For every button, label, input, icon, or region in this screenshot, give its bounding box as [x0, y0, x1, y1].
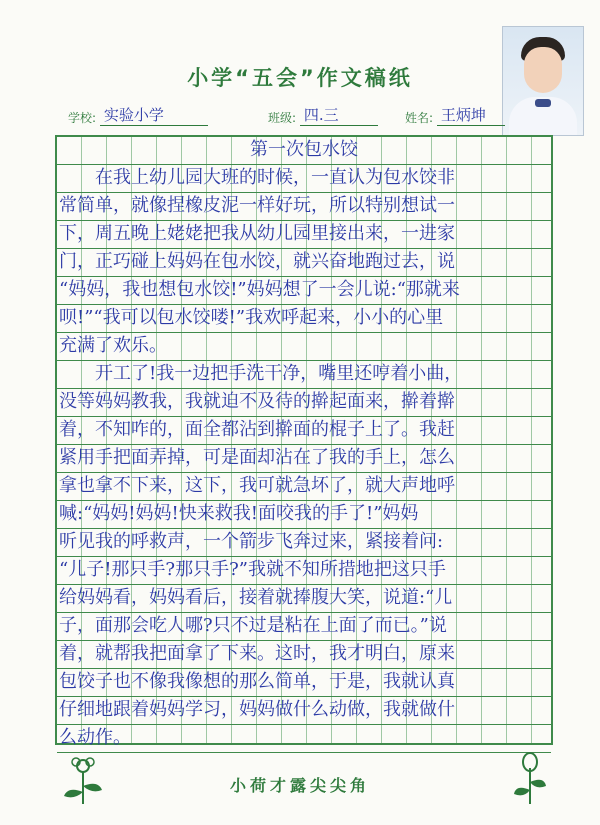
essay-line: 仔细地跟着妈妈学习，妈妈做什么动做，我就做什 [57, 697, 551, 725]
class-value: 四.三 [300, 104, 378, 126]
essay-line: 常简单，就像捏橡皮泥一样好玩，所以特别想试一 [57, 193, 551, 221]
essay-line: 子，面那会吃人哪?只不过是粘在上面了而已。”说 [57, 613, 551, 641]
essay-line: 在我上幼儿园大班的时候，一直认为包水饺非 [57, 165, 551, 193]
essay-line: 喊:“妈妈!妈妈!快来救我!面咬我的手了!”妈妈 [57, 501, 551, 529]
school-field [68, 104, 208, 126]
essay-line: 拿也拿不下来，这下，我可就急坏了，就大声地呼 [57, 473, 551, 501]
writing-grid [55, 135, 553, 748]
essay-line: 门，正巧碰上妈妈在包水饺，就兴奋地跑过去，说 [57, 249, 551, 277]
essay-title: 第一次包水饺 [57, 137, 551, 165]
class-label: 班级: [268, 111, 297, 125]
essay-line: “儿子!那只手?那只手?”我就不知所措地把这只手 [57, 557, 551, 585]
name-field [405, 104, 505, 126]
essay-line: 听见我的呼救声，一个箭步飞奔过来，紧接着问: [57, 529, 551, 557]
essay-line: 着，就帮我把面拿了下来。这时，我才明白，原来 [57, 641, 551, 669]
essay-line: 着，不知咋的，面全都沾到擀面的棍子上了。我赶 [57, 417, 551, 445]
class-field [268, 104, 378, 126]
essay-line: 充满了欢乐。 [57, 333, 551, 361]
essay-line: 下，周五晚上姥姥把我从幼儿园里接出来，一进家 [57, 221, 551, 249]
essay-line: 紧用手把面弄掉，可是面却沾在了我的手上，怎么 [57, 445, 551, 473]
essay-line: 开工了!我一边把手洗干净，嘴里还哼着小曲， [57, 361, 551, 389]
school-value: 实验小学 [100, 104, 208, 126]
essay-line: 给妈妈看，妈妈看后，接着就捧腹大笑，说道:“儿 [57, 585, 551, 613]
footer-slogan: 小荷才露尖尖角 [229, 776, 370, 795]
name-value: 王炳坤 [437, 104, 505, 126]
page-title: 小学“五会”作文稿纸 [187, 66, 413, 90]
essay-line: 没等妈妈教我，我就迫不及待的擀起面来，擀着擀 [57, 389, 551, 417]
essay-line: “妈妈，我也想包水饺!”妈妈想了一会儿说:“那就来 [57, 277, 551, 305]
essay-line: 么动作。 [57, 725, 551, 753]
essay-line: 呗!”“我可以包水饺喽!”我欢呼起来，小小的心里 [57, 305, 551, 333]
school-label: 学校: [68, 111, 97, 125]
photo-bowtie [535, 99, 551, 107]
name-label: 姓名: [405, 111, 434, 125]
essay-line: 包饺子也不像我像想的那么简单，于是，我就认真 [57, 669, 551, 697]
